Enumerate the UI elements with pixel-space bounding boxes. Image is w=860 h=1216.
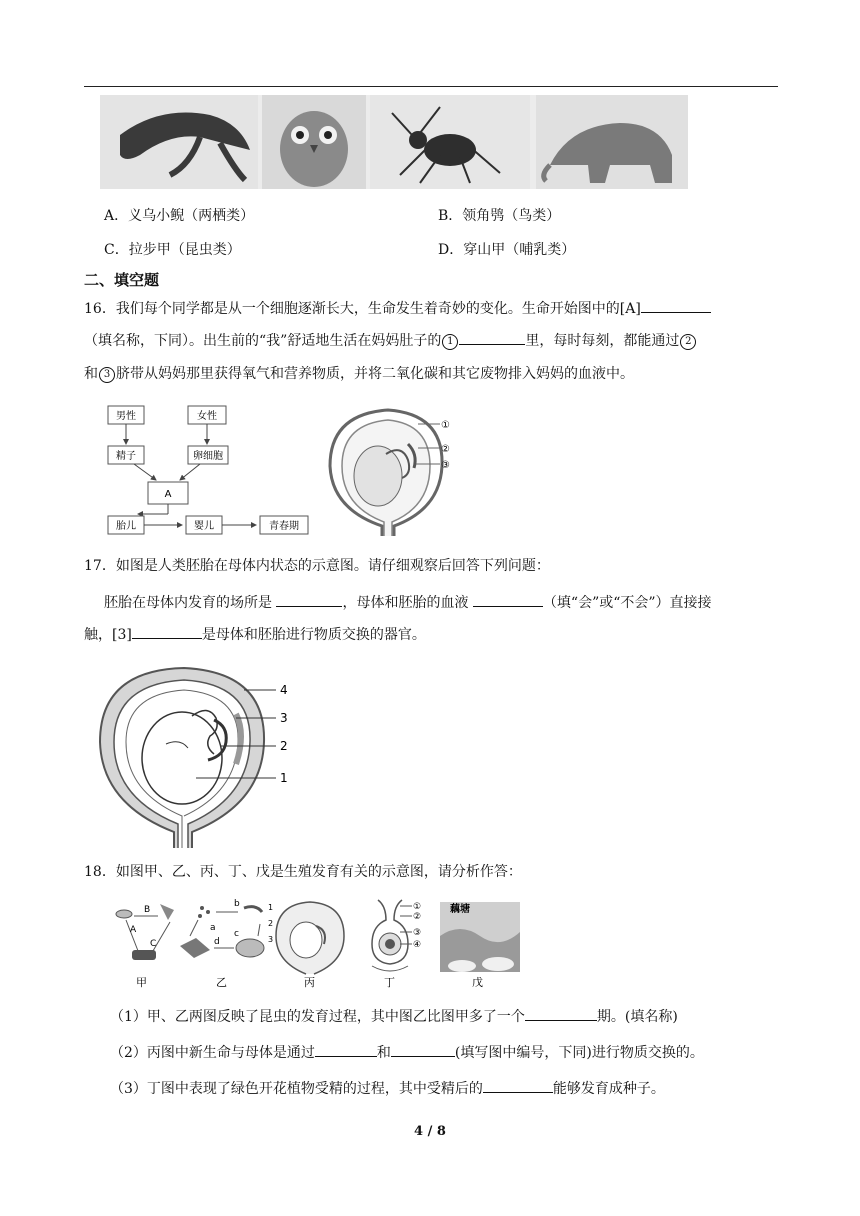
q18-sub3-text-a: （3）丁图中表现了绿色开花植物受精的过程，其中受精后的 — [110, 1081, 483, 1097]
q17-text-3b: 是母体和胚胎进行物质交换的器官。 — [201, 627, 426, 643]
bing-number-2: 2 — [268, 919, 274, 928]
fig16-label-1: ① — [441, 420, 450, 431]
q17-line1: 17．如图是人类胚胎在母体内状态的示意图。请仔细观察后回答下列问题： — [84, 558, 550, 574]
option-c: C．拉步甲（昆虫类） — [104, 242, 241, 258]
option-a: A．义乌小鲵（两栖类） — [104, 208, 255, 224]
wu-label: 藕塘 — [450, 904, 470, 915]
ding-number-4: ④ — [413, 940, 422, 950]
animal-photos — [100, 95, 688, 189]
caption-yi: 乙 — [216, 976, 227, 989]
reproduction-figures — [110, 896, 524, 992]
q18-sub3-text-b: 能够发育成种子。 — [552, 1081, 665, 1097]
beetle-photo — [370, 95, 530, 189]
flow-female: 女性 — [197, 411, 217, 422]
answer-blank — [391, 1042, 455, 1057]
q16-text-2b: 里，每时每刻，都能通过 — [525, 333, 680, 349]
q16-text-3a: 和 — [84, 366, 98, 382]
fig17-label-3: 3 — [280, 711, 288, 725]
figure-wu — [440, 902, 520, 989]
salamander-photo — [100, 95, 258, 189]
yi-letter-d: d — [214, 937, 220, 947]
caption-ding: 丁 — [384, 976, 395, 989]
jia-letter-b: B — [144, 905, 151, 915]
flow-sperm: 精子 — [116, 451, 136, 462]
caption-bing: 丙 — [304, 976, 315, 989]
fig17-label-2: 2 — [280, 739, 288, 753]
ding-number-3: ③ — [413, 928, 422, 938]
header-rule — [84, 86, 778, 87]
q16-text-3b: 脐带从妈妈那里获得氧气和营养物质，并将二氧化碳和其它废物排入妈妈的血液中。 — [116, 366, 634, 382]
q18-sub1-text-b: 期。(填名称) — [596, 1009, 678, 1025]
development-flowchart — [104, 404, 340, 538]
option-b: B．领角鸮（鸟类） — [438, 208, 561, 224]
fig17-label-1: 1 — [280, 771, 288, 785]
q16-text-2a: （填名称，下同）。出生前的“我”舒适地生活在妈妈肚子的 — [84, 333, 442, 349]
yi-letter-a: a — [210, 923, 216, 933]
answer-blank — [641, 298, 711, 313]
yi-letter-b: b — [234, 899, 240, 909]
answer-blank — [132, 624, 202, 639]
uterus-figure-small — [322, 404, 462, 540]
page-number: 4 / 8 — [414, 1124, 446, 1139]
uterus-figure — [96, 664, 296, 850]
answer-blank — [525, 1006, 597, 1021]
jia-letter-a: A — [130, 925, 137, 935]
q18-sub2-text-b: 和 — [376, 1045, 391, 1061]
jia-letter-c: C — [150, 939, 157, 949]
q17-text-2c: （填“会”或“不会”）直接接 — [542, 595, 712, 611]
q16-line1 — [84, 298, 711, 319]
figure-bing — [268, 902, 344, 989]
flow-a: A — [164, 489, 172, 500]
circled-number: 2 — [680, 334, 696, 350]
q18-sub1-text-a: （1）甲、乙两图反映了昆虫的发育过程，其中图乙比图甲多了一个 — [110, 1009, 525, 1025]
figure-yi — [180, 899, 264, 989]
fig16-label-2: ② — [441, 444, 450, 455]
answer-blank — [473, 592, 543, 607]
ding-number-1: ① — [413, 902, 422, 912]
q16-line2 — [84, 330, 697, 351]
q18-sub2-text-a: （2）丙图中新生命与母体是通过 — [110, 1045, 315, 1061]
q17-line3 — [84, 624, 426, 645]
q16-line3 — [84, 364, 634, 384]
q18-sub2-text-c: (填写图中编号，下同)进行物质交换的。 — [454, 1045, 704, 1061]
figure-ding — [372, 900, 421, 989]
flow-baby: 婴儿 — [194, 521, 214, 532]
caption-jia: 甲 — [136, 976, 147, 989]
flow-male: 男性 — [116, 411, 136, 422]
fig16-label-3: ③ — [441, 460, 450, 471]
answer-blank — [276, 592, 342, 607]
flow-fetus: 胎儿 — [116, 521, 136, 532]
yi-letter-c: c — [234, 929, 239, 939]
option-d: D．穿山甲（哺乳类） — [438, 242, 576, 258]
circled-number: 1 — [442, 334, 458, 350]
pangolin-photo — [536, 95, 688, 189]
answer-blank — [459, 330, 525, 345]
circled-number: 3 — [99, 367, 115, 383]
section-title: 二、填空题 — [84, 271, 160, 289]
fig17-label-4: 4 — [280, 683, 288, 697]
q17-text-3a: 触，[3] — [84, 627, 132, 643]
answer-blank — [483, 1078, 553, 1093]
q18-line1: 18．如图甲、乙、丙、丁、戊是生殖发育有关的示意图，请分析作答： — [84, 864, 522, 880]
q16-text-1: 16．我们每个同学都是从一个细胞逐渐长大，生命发生着奇妙的变化。生命开始图中的[A] — [84, 301, 641, 317]
q17-line2 — [104, 592, 712, 613]
answer-blank — [315, 1042, 377, 1057]
q17-text-2b: ，母体和胚胎的血液 — [342, 595, 469, 611]
bing-number-3: 3 — [268, 935, 274, 944]
q18-sub2 — [110, 1042, 704, 1063]
flow-puberty: 青春期 — [269, 521, 299, 532]
figure-jia — [116, 904, 174, 989]
q17-text-2a: 胚胎在母体内发育的场所是 — [104, 595, 272, 611]
ding-number-2: ② — [413, 912, 422, 922]
bing-number-1: 1 — [268, 903, 274, 912]
caption-wu: 戊 — [472, 976, 483, 989]
q18-sub3 — [110, 1078, 665, 1099]
owl-photo — [262, 95, 366, 189]
flow-egg: 卵细胞 — [193, 451, 223, 462]
q18-sub1 — [110, 1006, 678, 1027]
